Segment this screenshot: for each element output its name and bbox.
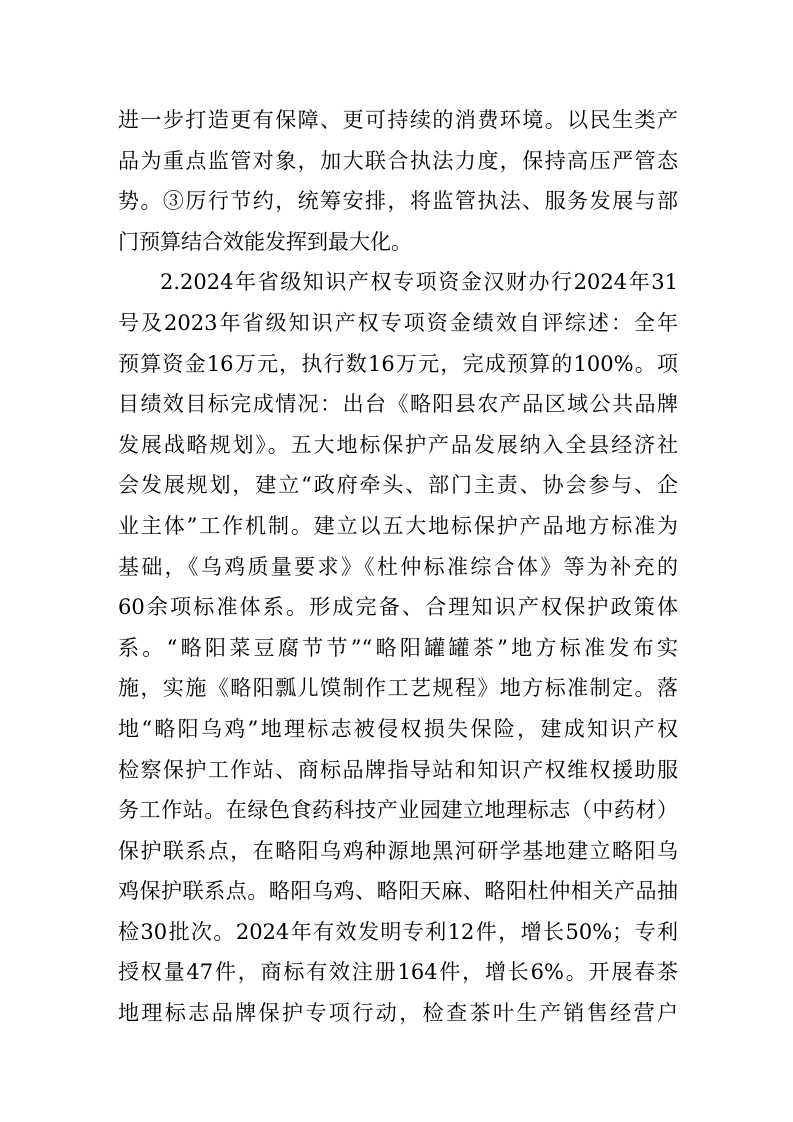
text-line: 品为重点监管对象，加大联合执法力度，保持高压严管态 (118, 148, 678, 173)
text-line: 目绩效目标完成情况：出台《略阳县农产品区域公共品牌 (118, 392, 678, 417)
text-line: 预算资金16万元，执行数16万元，完成预算的100%。项 (118, 351, 678, 376)
text-line: 鸡保护联系点。略阳乌鸡、略阳天麻、略阳杜仲相关产品抽 (118, 879, 678, 904)
text-line: 进一步打造更有保障、更可持续的消费环境。以民生类产 (118, 108, 678, 132)
text-line: 会发展规划，建立“政府牵头、部门主责、协会参与、企 (118, 473, 678, 498)
text-line: 地“略阳乌鸡”地理标志被侵权损失保险，建成知识产权 (118, 716, 678, 741)
text-line: 业主体”工作机制。建立以五大地标保护产品地方标准为 (118, 513, 678, 538)
text-line: 基础，《乌鸡质量要求》《杜仲标准综合体》等为补充的 (118, 554, 678, 579)
text-line: 门预算结合效能发挥到最大化。 (118, 229, 412, 254)
body-text (118, 100, 678, 1034)
text-line: 系。“略阳菜豆腐节节”“略阳罐罐茶”地方标准发布实 (118, 635, 678, 660)
text-line: 地理标志品牌保护专项行动，检查茶叶生产销售经营户 (118, 1001, 678, 1026)
text-line: 务工作站。在绿色食药科技产业园建立地理标志（中药材） (118, 798, 678, 823)
text-line: 发展战略规划》。五大地标保护产品发展纳入全县经济社 (118, 432, 678, 457)
text-line: 60余项标准体系。形成完备、合理知识产权保护政策体 (118, 595, 678, 620)
text-line: 保护联系点，在略阳乌鸡种源地黑河研学基地建立略阳乌 (118, 838, 678, 863)
text-line: 2.2024年省级知识产权专项资金汉财办行2024年31 (160, 270, 678, 295)
text-line: 号及2023年省级知识产权专项资金绩效自评综述：全年 (118, 310, 678, 335)
text-line: 势。③厉行节约，统筹安排，将监管执法、服务发展与部 (118, 189, 678, 214)
text-line: 检察保护工作站、商标品牌指导站和知识产权维权援助服 (118, 757, 678, 782)
text-line: 授权量47件，商标有效注册164件，增长6%。开展春茶 (118, 960, 678, 985)
text-line: 检30批次。2024年有效发明专利12件，增长50%；专利 (118, 919, 678, 944)
text-line: 施，实施《略阳瓢儿馍制作工艺规程》地方标准制定。落 (118, 676, 678, 701)
